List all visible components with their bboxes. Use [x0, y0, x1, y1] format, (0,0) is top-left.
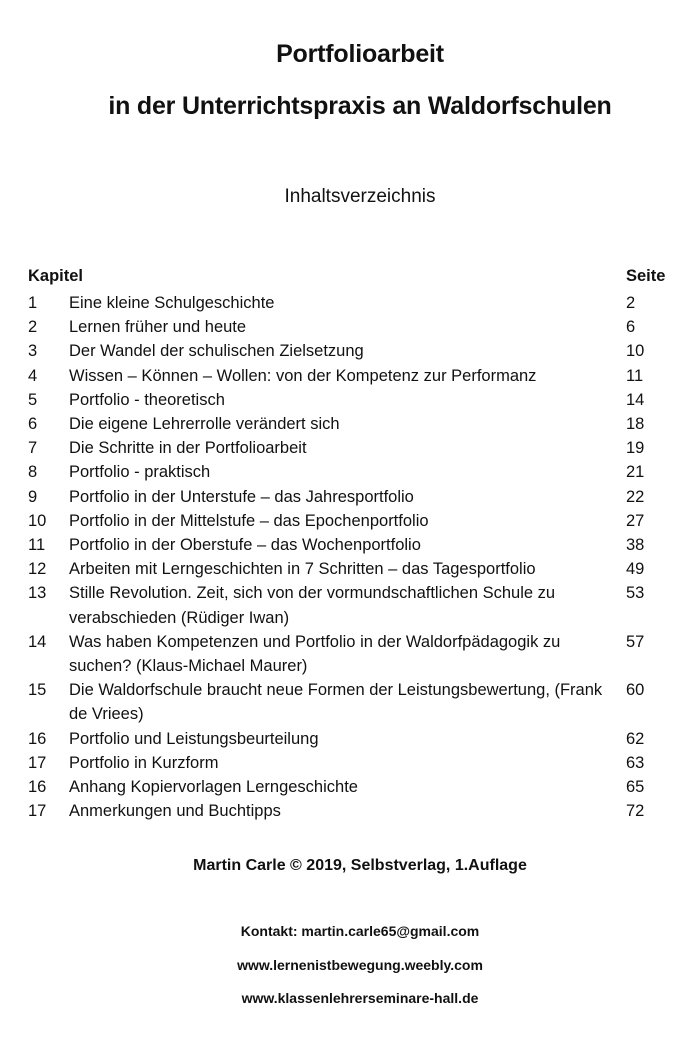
chapter-title: Die Schritte in der Portfolioarbeit: [69, 439, 307, 458]
chapter-title: Die eigene Lehrerrolle verändert sich: [69, 415, 340, 434]
toc-entry: [28, 678, 658, 726]
page-number: 60: [626, 681, 645, 700]
chapter-number: 16: [28, 778, 47, 797]
chapter-title: Portfolio und Leistungsbeurteilung: [69, 729, 319, 748]
page-number: 2: [626, 294, 636, 312]
chapter-number: 9: [28, 487, 38, 506]
chapter-number: 5: [28, 390, 38, 409]
toc-entry: [28, 799, 658, 823]
toc-entry: [28, 291, 658, 315]
toc-entry: [28, 630, 658, 678]
chapter-title: Eine kleine Schulgeschichte: [69, 294, 275, 312]
chapter-title: Stille Revolution. Zeit, sich von der vormundschaftlichen Schule zu verabschieden (Rüdiger Iwan): [69, 584, 556, 627]
chapter-title: Anhang Kopiervorlagen Lerngeschichte: [69, 778, 358, 797]
toc-entry: [28, 460, 658, 484]
chapter-number: 4: [28, 366, 38, 385]
page-number: 65: [626, 778, 645, 797]
chapter-title: Wissen – Können – Wollen: von der Kompetenz zur Performanz: [69, 366, 537, 385]
toc-heading: Inhaltsverzeichnis: [284, 186, 436, 207]
page-number: 10: [626, 342, 645, 361]
toc-entry: [28, 315, 658, 339]
chapter-number: 10: [28, 511, 47, 530]
chapter-number: 13: [28, 584, 47, 603]
chapter-number: 1: [28, 294, 38, 312]
chapter-number: 2: [28, 318, 38, 337]
chapter-column-header: Kapitel: [28, 267, 84, 285]
toc-entry: [28, 727, 658, 751]
author-line: Martin Carle © 2019, Selbstverlag, 1.Auflage: [193, 857, 527, 874]
page-number: 38: [626, 536, 645, 555]
toc-entry: [28, 557, 658, 581]
chapter-title: Lernen früher und heute: [69, 318, 247, 337]
toc-entry: [28, 436, 658, 460]
website-link-2: www.klassenlehrerseminare-hall.de: [241, 990, 479, 1006]
chapter-title: Portfolio in der Unterstufe – das Jahresportfolio: [69, 487, 414, 506]
page-column-header: Seite: [626, 267, 666, 285]
page-number: 63: [626, 753, 645, 772]
page-number: 72: [626, 802, 645, 821]
toc-entry: [28, 412, 658, 436]
page-number: 21: [626, 463, 645, 482]
toc-entries: [28, 291, 658, 823]
page-number: 27: [626, 511, 645, 530]
page-number: 19: [626, 439, 645, 458]
toc-entry: [28, 533, 658, 557]
chapter-title: Was haben Kompetenzen und Portfolio in der Waldorfpädagogik zu suchen? (Klaus-Michael Maurer): [69, 632, 561, 676]
page-number: 49: [626, 560, 645, 579]
chapter-title: Die Waldorfschule braucht neue Formen der Leistungsbewertung, (Frank de Vriees): [69, 681, 603, 724]
contact-line: Kontakt: martin.carle65@gmail.com: [240, 923, 480, 939]
chapter-number: 17: [28, 802, 47, 821]
chapter-title: Arbeiten mit Lerngeschichten in 7 Schritten – das Tagesportfolio: [69, 560, 536, 579]
toc-entry: [28, 751, 658, 775]
toc-entry: [28, 388, 658, 412]
document-title-line-2: in der Unterrichtspraxis an Waldorfschulen: [108, 92, 612, 120]
document-title: Portfolioarbeit: [276, 40, 444, 68]
chapter-number: 8: [28, 463, 38, 482]
page-number: 6: [626, 318, 636, 337]
toc-entry: [28, 509, 658, 533]
toc-header-row: [28, 267, 666, 291]
chapter-number: 15: [28, 681, 47, 700]
chapter-number: 11: [28, 536, 46, 555]
chapter-number: 3: [28, 342, 38, 361]
chapter-number: 16: [28, 729, 47, 748]
page-number: 62: [626, 729, 645, 748]
chapter-title: Der Wandel der schulischen Zielsetzung: [69, 342, 364, 361]
toc-entry: [28, 364, 658, 388]
page-number: 53: [626, 584, 645, 603]
chapter-number: 7: [28, 439, 38, 458]
chapter-title: Anmerkungen und Buchtipps: [69, 802, 281, 821]
chapter-number: 14: [28, 632, 47, 651]
chapter-number: 6: [28, 415, 38, 434]
chapter-number: 17: [28, 753, 47, 772]
page-number: 14: [626, 390, 645, 409]
toc-entry: [28, 485, 658, 509]
website-link-1: www.lernenistbewegung.weebly.com: [237, 957, 483, 973]
chapter-title: Portfolio - praktisch: [69, 463, 211, 482]
chapter-title: Portfolio in der Mittelstufe – das Epochenportfolio: [69, 511, 429, 530]
page-number: 57: [626, 632, 645, 651]
toc-entry: [28, 339, 658, 363]
chapter-title: Portfolio in der Oberstufe – das Wochenportfolio: [69, 536, 421, 555]
chapter-title: Portfolio in Kurzform: [69, 753, 219, 772]
chapter-number: 12: [28, 560, 47, 579]
toc-entry: [28, 775, 658, 799]
table-of-contents: [28, 267, 666, 823]
chapter-title: Portfolio - theoretisch: [69, 390, 225, 409]
page-number: 22: [626, 487, 645, 506]
page-number: 18: [626, 415, 645, 434]
page-number: 11: [626, 366, 644, 385]
toc-entry: [28, 581, 658, 629]
